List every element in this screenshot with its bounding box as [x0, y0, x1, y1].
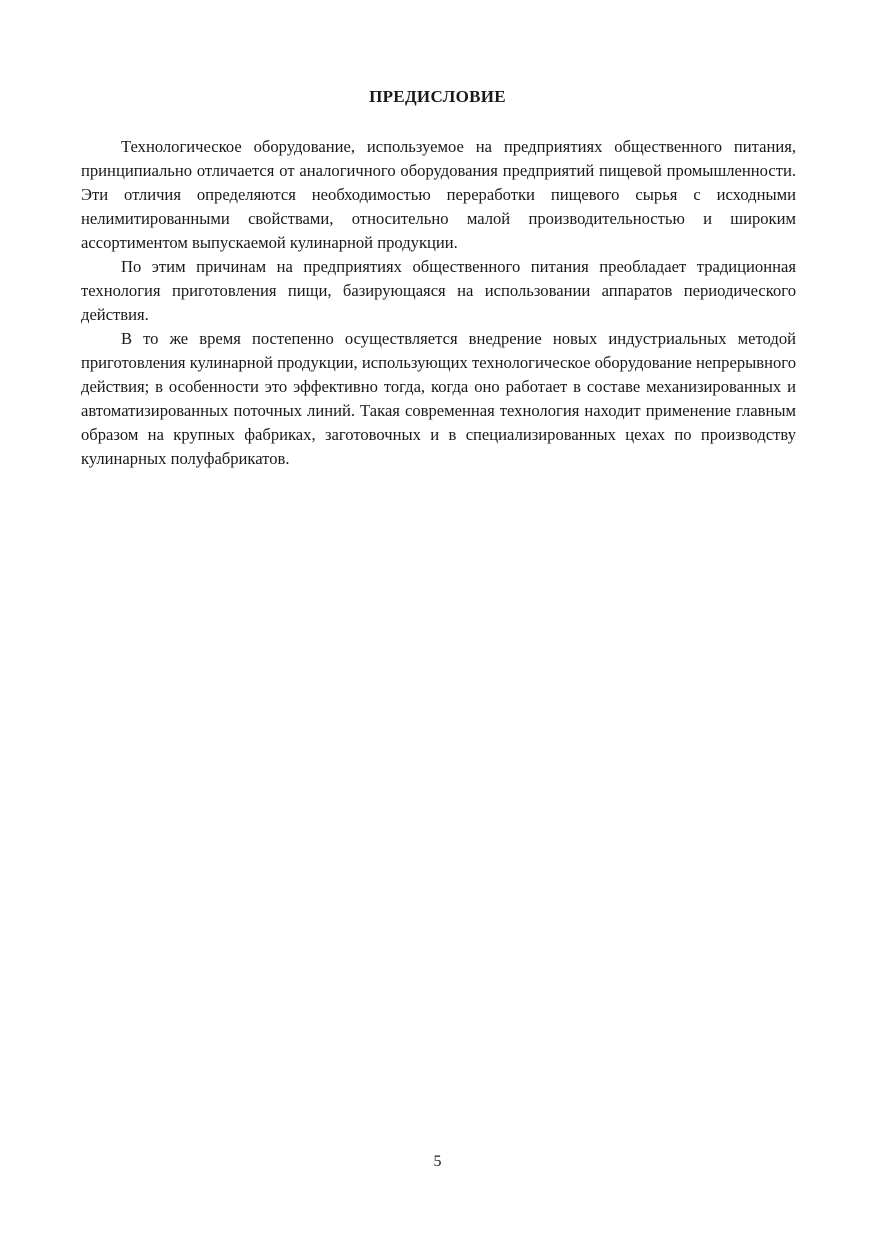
page-number: 5: [433, 1153, 442, 1170]
page-title: ПРЕДИСЛОВИЕ: [369, 87, 506, 106]
paragraph-2: По этим причинам на предприятиях общественного питания преобладает традиционная технология приготовления пищи, базирующаяся на использовании аппаратов периодического действия.: [81, 257, 796, 324]
body-text: [81, 135, 796, 471]
paragraph-1: Технологическое оборудование, используемое на предприятиях общественного питания, принципиально отличается от аналогичного оборудования предприятий пищевой промышленности. Эти отличия определяются необходимостью переработки пищевого сырья с исходными нелимитированными свойствами, относительно малой производительностью и широким ассортиментом выпускаемой кулинарной продукции.: [81, 137, 796, 252]
paragraph-3: В то же время постепенно осуществляется внедрение новых индустриальных методой приготовления кулинарной продукции, использующих технологическое оборудование непрерывного действия; в особенности это эффективно тогда, когда оно работает в составе механизированных и автоматизированных поточных линий. Такая современная технология находит применение главным образом на крупных фабриках, заготовочных и в специализированных цехах по производству кулинарных полуфабрикатов.: [81, 329, 796, 468]
